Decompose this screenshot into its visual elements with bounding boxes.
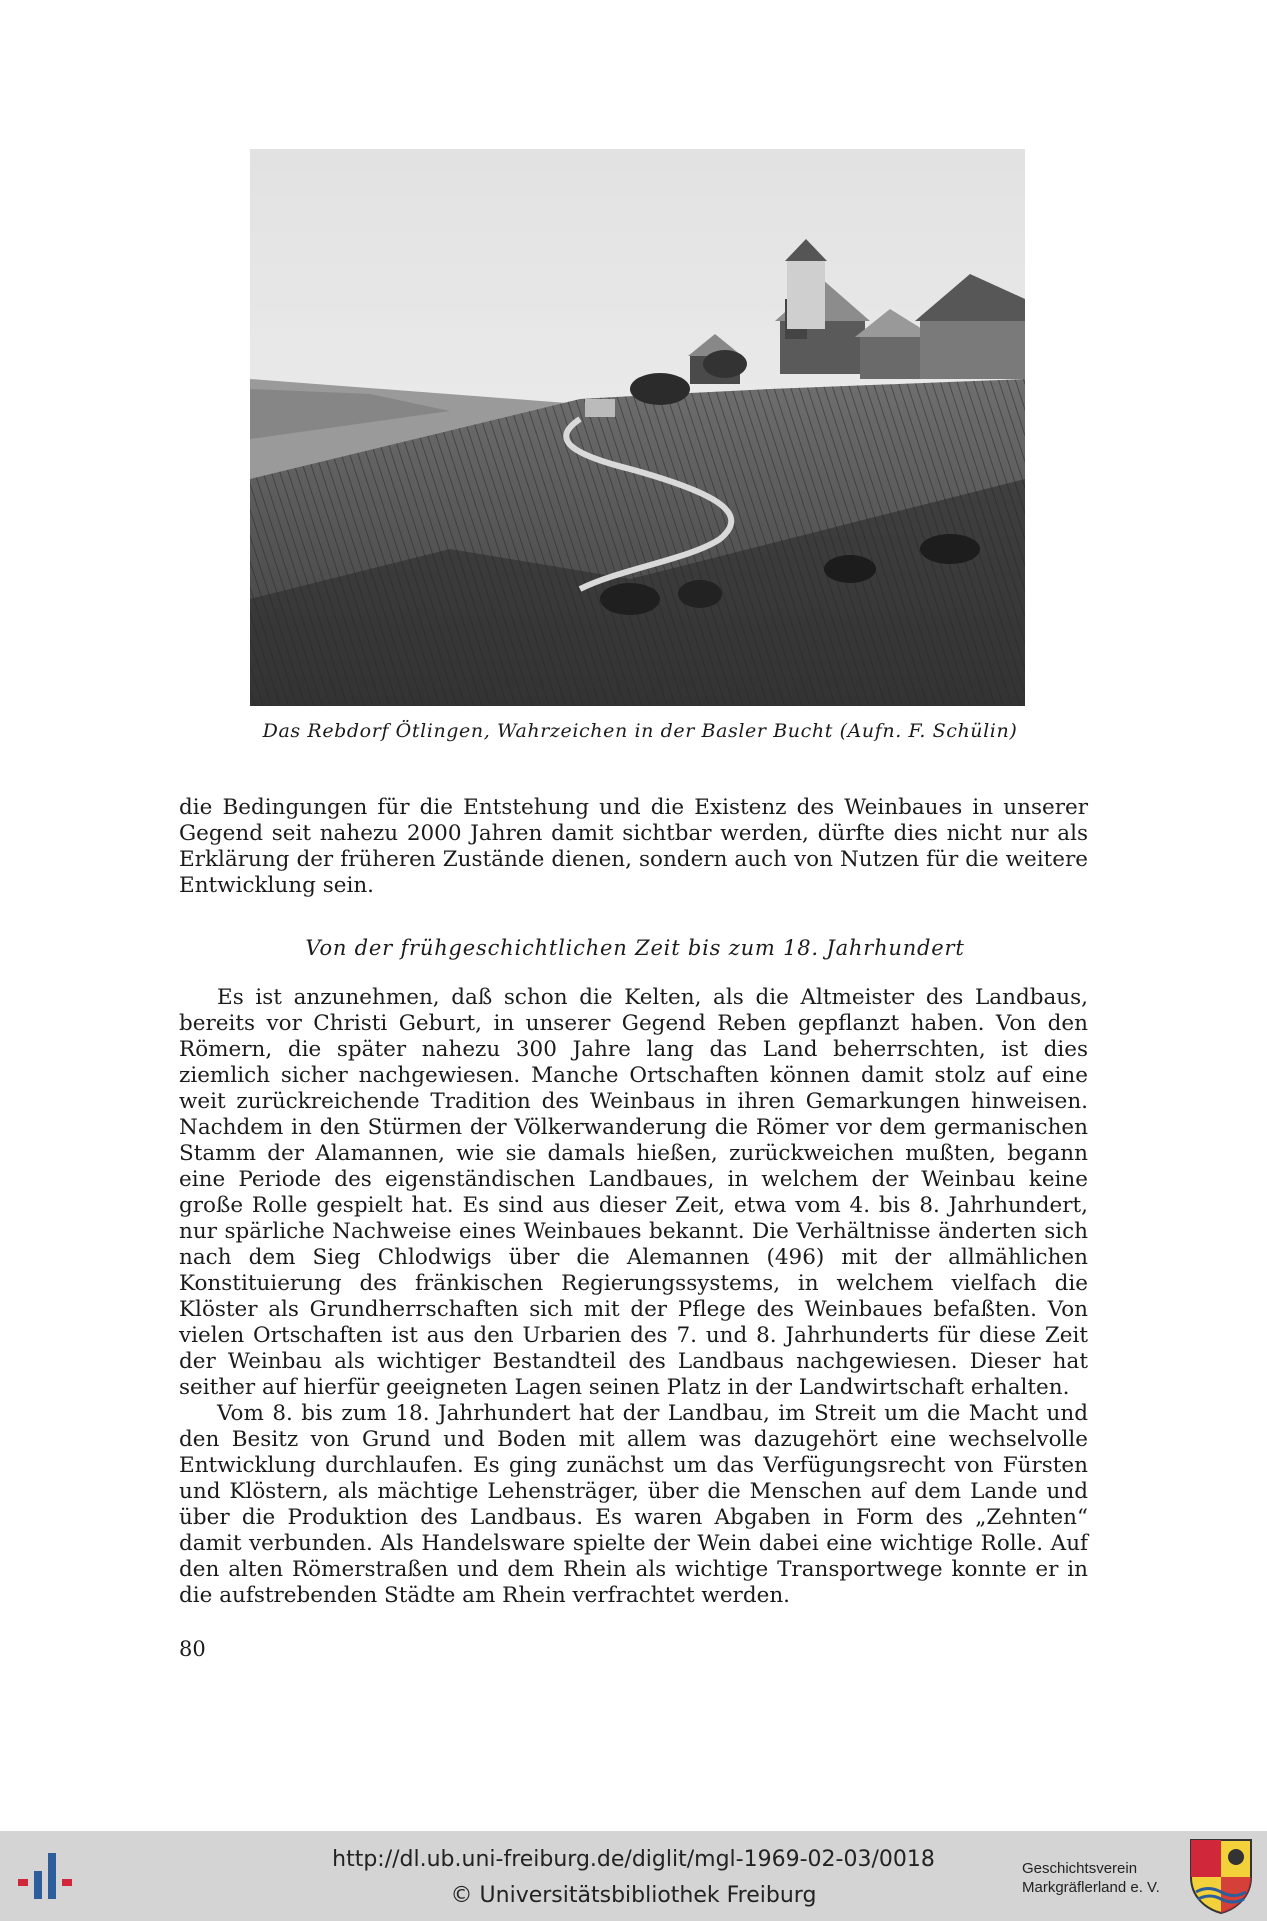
org-name-line2: Markgräflerland e. V. (1022, 1879, 1160, 1896)
footer-organization (1022, 1859, 1160, 1897)
vineyard-photo (250, 149, 1025, 706)
page-number: 80 (179, 1637, 206, 1661)
photo-caption: Das Rebdorf Ötlingen, Wahrzeichen in der Basler Bucht (Aufn. F. Schülin) (262, 720, 1018, 742)
section-heading: Von der frühgeschichtlichen Zeit bis zum 18. Jahrhundert (305, 936, 965, 960)
org-name-line1: Geschichtsverein (1022, 1860, 1138, 1877)
footer-url-link[interactable]: http://dl.ub.uni-freiburg.de/diglit/mgl-1969-02-03/0018 (332, 1847, 935, 1872)
body-paragraph: Vom 8. bis zum 18. Jahrhundert hat der Landbau, im Streit um die Macht und den Besitz von Grund und Boden mit allem was dazugehört eine wechselvolle Entwicklung durchlaufen. Es ging zunächst um das Verfügungsrecht von Fürsten und Klöstern, als mächtige Lehensträger, über die Menschen auf dem Lande und über die Produktion des Landbaus. Es waren Abgaben in Form des „Zehnten“ damit verbunden. Als Handelsware spielte der Wein dabei eine wichtige Rolle. Auf den alten Römerstraßen und dem Rhein als wichtige Transportwege konnte er in die aufstrebenden Städte am Rhein verfrachtet werden. (179, 1401, 1088, 1608)
body-text (179, 985, 1088, 1609)
intro-paragraph: die Bedingungen für die Entstehung und die Existenz des Weinbaues in unserer Gegend seit nahezu 2000 Jahren damit sichtbar werden, dürfte dies nicht nur als Erklärung der früheren Zustände dienen, sondern auch von Nutzen für die weitere Entwicklung sein. (179, 795, 1088, 898)
body-paragraph: Es ist anzunehmen, daß schon die Kelten, als die Altmeister des Landbaus, bereits vor Christi Geburt, in unserer Gegend Reben gepflanzt haben. Von den Römern, die später nahezu 300 Jahre lang das Land beherrschten, ist dies ziemlich sicher nachgewiesen. Manche Ortschaften können damit stolz auf eine weit zurückreichende Tradition des Weinbaus in ihren Gemarkungen hinweisen. Nachdem in den Stürmen der Völkerwanderung die Römer vor dem germanischen Stamm der Alamannen, wie sie damals hießen, zurückweichen mußten, begann eine Periode des eigenständischen Landbaues, in welchem der Weinbau keine große Rolle gespielt hat. Es sind aus dieser Zeit, etwa vom 4. bis 8. Jahrhundert, nur spärliche Nachweise eines Weinbaues bekannt. Die Verhältnisse änderten sich nach dem Sieg Chlodwigs über die Alemannen (496) mit der allmählichen Konstituierung des fränkischen Regierungssystems, in welchem vielfach die Klöster als Grundherrschaften sich mit der Pflege des Weinbaues befaßten. Von vielen Ortschaften ist aus den Urbarien des 7. und 8. Jahrhunderts für diese Zeit der Weinbau als wichtiger Bestandteil des Landbaus nachgewiesen. Dieser hat seither auf hierfür geeigneten Lagen seinen Platz in der Landwirtschaft erhalten. (179, 985, 1088, 1400)
footer-bar (0, 1831, 1267, 1921)
coat-of-arms-icon (1188, 1837, 1254, 1915)
footer-copyright: © Universitätsbibliothek Freiburg (450, 1883, 817, 1908)
